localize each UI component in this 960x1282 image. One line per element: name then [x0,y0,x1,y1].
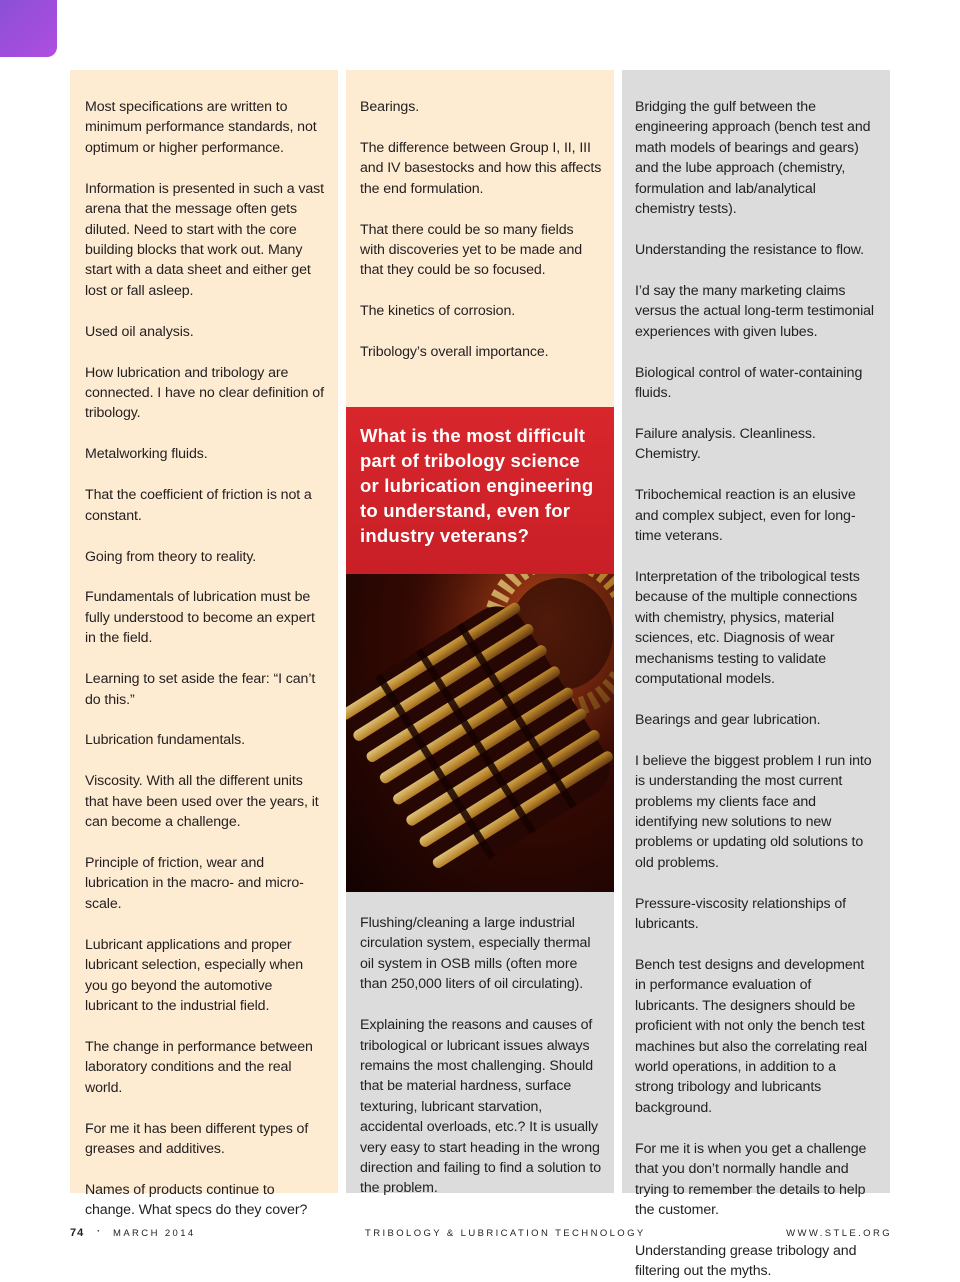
response-item: I believe the biggest problem I run into is understanding the most current problems my clients face and identifying new solutions to new problems or updating old solutions to old problems. [635,752,872,871]
response-item: Pressure-viscosity relationships of lubricants. [635,895,846,933]
response-item: Learning to set aside the fear: “I can’t do this.” [85,671,316,708]
response-item: Tribochemical reaction is an elusive and complex subject, even for long-time veterans. [635,487,856,544]
response-item: Failure analysis. Cleanliness. Chemistry. [635,425,816,463]
response-item: Information is presented in such a vast arena that the message often gets diluted. Need to start with the core building blocks that work out. Many start with a data sheet and either get lost or fall asleep. [85,180,324,299]
gear-illustration-icon [346,574,614,892]
response-item: Used oil analysis. [85,323,194,340]
response-item: The difference between Group I, II, III and IV basestocks and how this affects the end formulation. [360,139,602,197]
response-item: That there could be so many fields with discoveries yet to be made and that they could be so focused. [360,221,583,279]
response-item: How lubrication and tribology are connected. I have no clear definition of tribology. [85,364,324,422]
response-item: Lubricant applications and proper lubricant selection, especially when you go beyond the automotive lubricant to the industrial field. [85,936,304,1014]
column-2-top [346,70,614,407]
response-item: Tribology’s overall importance. [360,344,549,361]
response-item: Bearings. [360,99,420,115]
response-item: Bearings and gear lubrication. [635,711,821,728]
issue-date: MARCH 2014 [113,1228,196,1239]
page-number: 74 [70,1227,85,1239]
response-item: Metalworking fluids. [85,446,208,463]
response-item: For me it has been different types of greases and additives. [85,1120,309,1158]
response-item: Principle of friction, wear and lubrication in the macro- and micro-scale. [85,855,304,912]
response-item: Understanding grease tribology and filtering out the myths. [635,1242,857,1280]
question-callout: What is the most difficult part of tribology science or lubrication engineering to understand, even for industry veterans? [346,407,614,574]
response-item: Lubrication fundamentals. [85,732,245,749]
response-item: I’d say the many marketing claims versus the actual long-term testimonial experiences with given lubes. [635,282,874,340]
response-item: Flushing/cleaning a large industrial circulation system, especially thermal oil system in OSB mills (often more than 250,000 liters of oil circulating). [360,915,591,993]
journal-title: TRIBOLOGY & LUBRICATION TECHNOLOGY [365,1228,646,1239]
response-item: Fundamentals of lubrication must be fully understood to become an expert in the field. [85,589,315,647]
column-2-bottom [346,892,614,1197]
website-link[interactable]: WWW.STLE.ORG [786,1228,892,1239]
response-item: Bench test designs and development in performance evaluation of lubricants. The designers should be proficient with not only the bench test machines but also the correlating real world operations, in addition to a strong tribology and lubricants background. [635,957,867,1116]
gear-photo [346,574,614,892]
response-item: For me it is when you get a challenge that you don’t normally handle and trying to remember the details to help the customer. [635,1140,867,1218]
page-footer [70,1227,892,1241]
response-item: Viscosity. With all the different units that have been used over the years, it can become a challenge. [85,773,319,831]
corner-tab [0,0,57,57]
response-item: The kinetics of corrosion. [360,303,516,320]
response-item: Going from theory to reality. [85,548,257,565]
response-item: That the coefficient of friction is not a constant. [85,487,312,524]
response-item: Bridging the gulf between the engineering approach (bench test and math models of bearings and gears) and the lube approach (chemistry, formulation and lab/analytical chemistry tests). [635,99,871,218]
response-item: Names of products continue to change. What specs do they cover? [85,1181,308,1219]
response-item: Understanding the resistance to flow. [635,241,864,258]
response-item: Explaining the reasons and causes of tribological or lubricant issues always remains the most challenging. Should that be material hardness, surface texturing, lubricant starvation, accidental overloads, etc.? It is usually very easy to start heading in the wrong direction and failing to find a solution to the problem. [360,1017,601,1197]
response-item: Biological control of water-containing fluids. [635,364,863,401]
column-2 [346,70,614,1197]
response-item: Interpretation of the tribological tests because of the multiple connections with chemistry, physics, material sciences, etc. Diagnosis of wear mechanisms testing to validate computational models. [635,568,860,687]
response-item: The change in performance between laboratory conditions and the real world. [85,1038,313,1096]
response-item: Most specifications are written to minimum performance standards, not optimum or higher performance. [85,99,317,156]
column-1 [70,70,338,1219]
footer-separator: · [97,1226,103,1237]
